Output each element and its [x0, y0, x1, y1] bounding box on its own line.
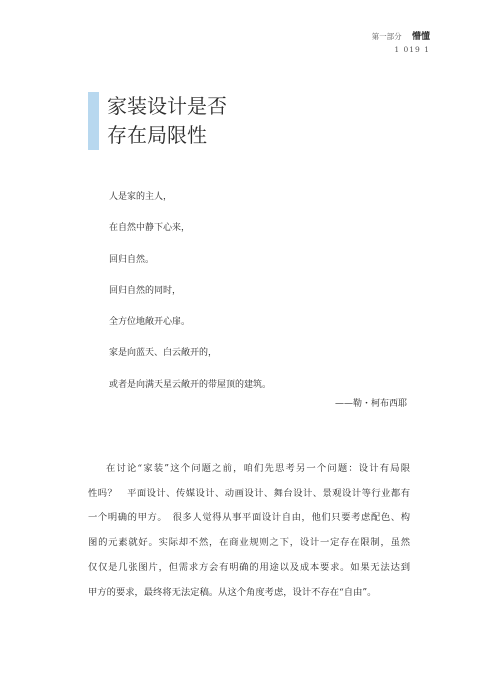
title-line-1: 家装设计是否: [107, 94, 227, 118]
body-paragraph: [88, 457, 410, 605]
body-line: 一个明确的甲方。 很多人觉得从事平面设计自由，他们只要考虑配色、构: [88, 512, 410, 524]
poem-line: 人是家的主人，: [109, 192, 173, 202]
body-line: 性吗？ 平面设计、传媒设计、动画设计、舞台设计、景观设计等行业都有: [88, 487, 410, 499]
title-line-2: 存在局限性: [107, 123, 207, 147]
poem-line: 回归自然的同时，: [109, 285, 182, 296]
title-accent-bar: [88, 92, 99, 150]
running-header: [372, 30, 430, 56]
epigraph-attribution: ——勒・柯布西耶: [334, 399, 407, 409]
body-line: 甲方的要求，最终将无法定稿。从这个角度考虑，设计不存在“自由”。: [88, 586, 377, 598]
header-part: 第一部分: [371, 32, 402, 41]
header-part-section: [372, 30, 430, 44]
page-number: 1 019 1: [394, 45, 430, 55]
poem-line: 在自然中静下心来，: [109, 223, 191, 234]
body-line: 在讨论“家装”这个问题之前，咱们先思考另一个问题：设计有局限: [106, 463, 410, 474]
epigraph-poem: [109, 182, 409, 401]
body-line: 仅仅是几张图片，但需求方会有明确的用途以及成本要求。如果无法达到: [88, 561, 410, 573]
chapter-title: [88, 92, 227, 150]
poem-line: 全方位地敞开心扉。: [109, 317, 191, 328]
poem-line: 回归自然。: [109, 254, 155, 265]
header-section: 懵懂: [411, 32, 430, 42]
poem-line: 家是向蓝天、白云敞开的，: [109, 348, 218, 359]
body-line: 图的元素就好。实际却不然，在商业规则之下，设计一定存在限制，虽然: [88, 537, 410, 549]
poem-line: 或者是向满天星云敞开的带屋顶的建筑。: [109, 379, 272, 390]
title-text: [107, 92, 227, 150]
